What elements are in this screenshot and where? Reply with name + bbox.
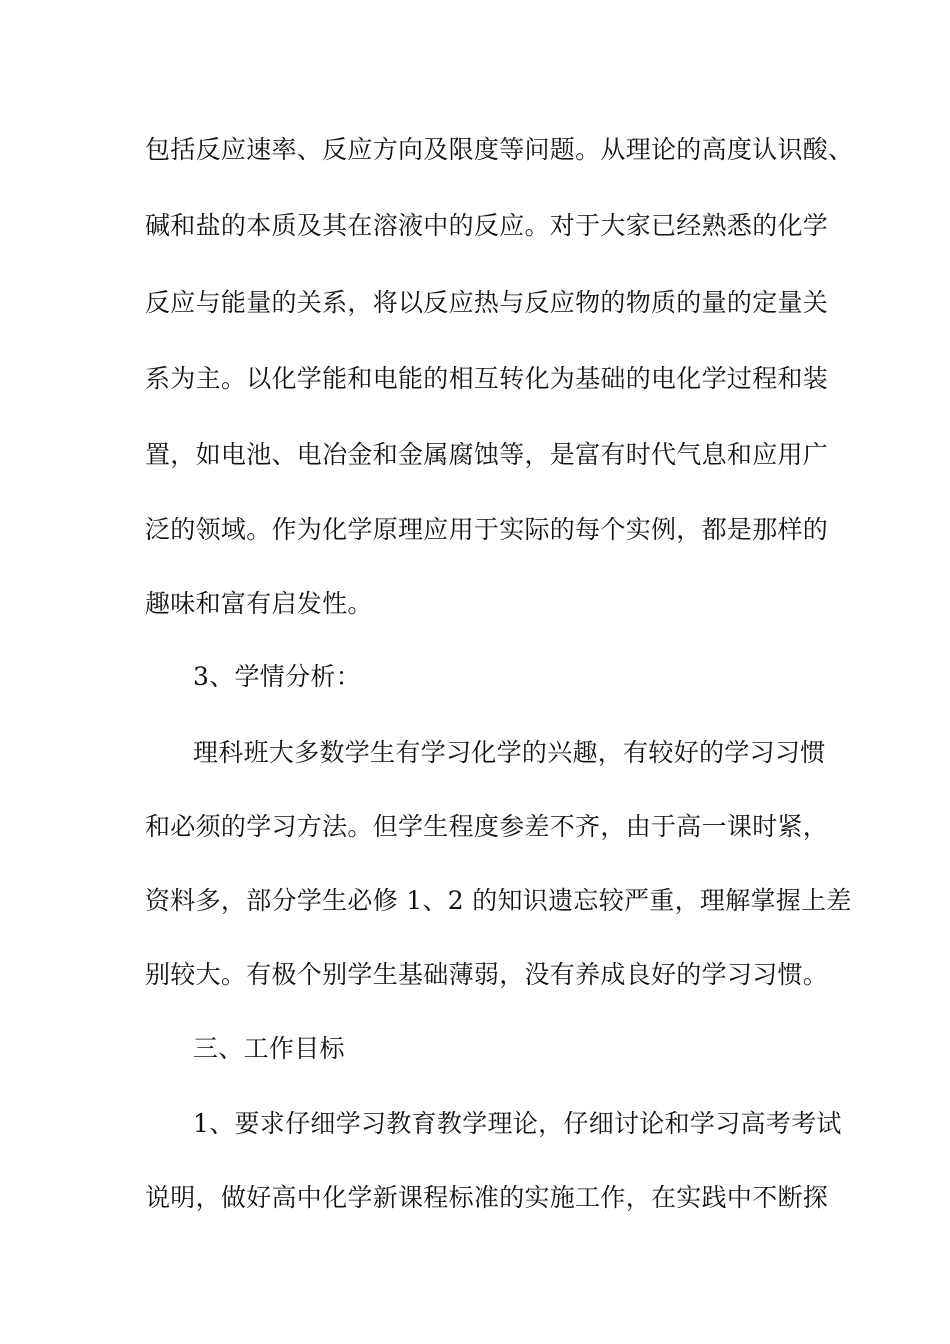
paragraph-line: 反应与能量的关系，将以反应热与反应物的物质的量的定量关 [145,288,829,317]
paragraph-line: 理科班大多数学生有学习化学的兴趣，有较好的学习习惯 [193,738,826,767]
paragraph-line: 泛的领域。作为化学原理应用于实际的每个实例，都是那样的 [145,515,829,544]
paragraph-line: 包括反应速率、反应方向及限度等问题。从理论的高度认识酸、 [145,135,854,164]
paragraph-line: 1、要求仔细学习教育教学理论，仔细讨论和学习高考考试 [193,1109,842,1138]
paragraph-line: 系为主。以化学能和电能的相互转化为基础的电化学过程和装 [145,364,829,393]
paragraph-line: 别较大。有极个别学生基础薄弱，没有养成良好的学习习惯。 [145,960,829,989]
paragraph-line: 说明，做好高中化学新课程标准的实施工作，在实践中不断探 [145,1183,829,1212]
section-heading: 三、工作目标 [193,1034,345,1063]
paragraph-line: 趣味和富有启发性。 [145,589,373,618]
paragraph-line: 和必须的学习方法。但学生程度参差不齐，由于高一课时紧， [145,812,829,841]
section-heading: 3、学情分析： [193,662,362,691]
paragraph-line: 资料多，部分学生必修 1、2 的知识遗忘较严重，理解掌握上差 [145,886,852,915]
paragraph-line: 置，如电池、电冶金和金属腐蚀等，是富有时代气息和应用广 [145,440,829,469]
paragraph-line: 碱和盐的本质及其在溶液中的反应。对于大家已经熟悉的化学 [145,211,829,240]
